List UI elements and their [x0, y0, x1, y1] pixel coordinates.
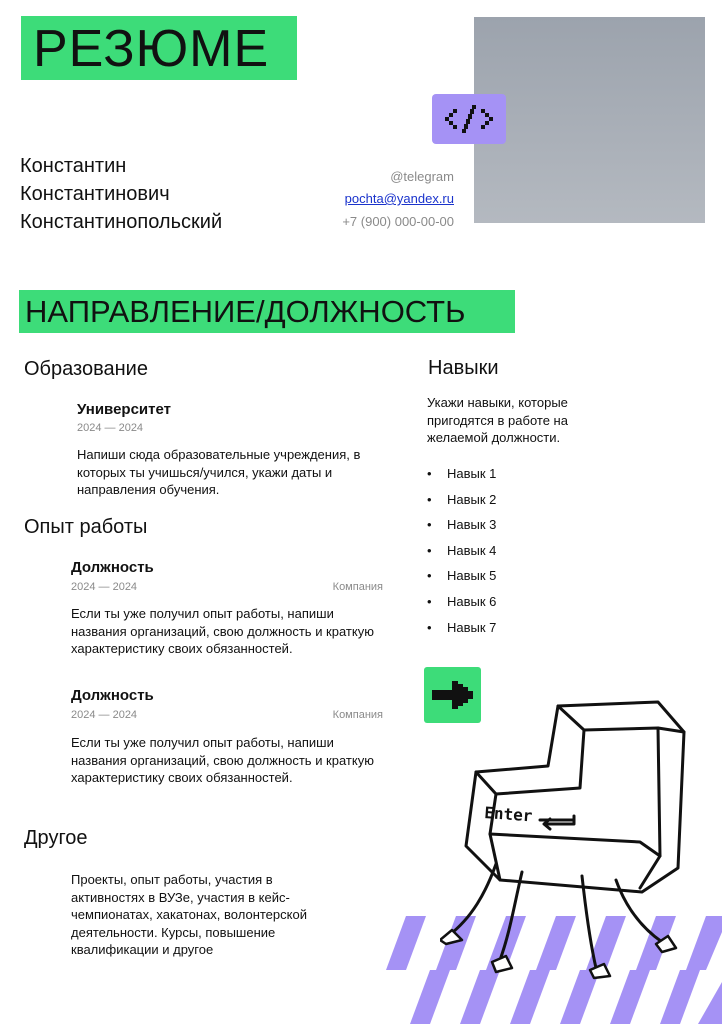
experience-company: Компания	[332, 709, 383, 721]
contact-telegram[interactable]: @telegram	[390, 169, 454, 184]
experience-description: Если ты уже получил опыт работы, напиши названия организаций, свою должность и краткую характеристику своих обязанностей.	[71, 606, 374, 656]
experience-title: Должность	[71, 687, 154, 704]
name-last: Константинопольский	[20, 211, 223, 233]
resume-title: РЕЗЮМЕ	[33, 20, 270, 78]
enter-key-label: Enter	[483, 803, 534, 826]
name-patronymic: Константинович	[20, 183, 170, 205]
photo-placeholder[interactable]	[474, 17, 705, 223]
other-heading: Другое	[24, 827, 88, 849]
skill-item: • Навык 1	[427, 461, 496, 487]
other-description: Проекты, опыт работы, участия в активностях в ВУЗе, участия в кейс-чемпионатах, хакатонах, волонтерской деятельности. Курсы, повышение квалификации и другое	[71, 872, 307, 957]
skills-intro: Укажи навыки, которые пригодятся в работе на желаемой должности.	[427, 395, 568, 445]
enter-key-illustration	[440, 692, 690, 982]
contact-phone[interactable]: +7 (900) 000-00-00	[342, 214, 454, 229]
skill-item: • Навык 4	[427, 538, 496, 564]
experience-heading: Опыт работы	[24, 516, 148, 538]
experience-dates: 2024 — 2024	[71, 581, 138, 593]
experience-dates: 2024 — 2024	[71, 709, 138, 721]
name-first: Константин	[20, 155, 127, 177]
position-title: НАПРАВЛЕНИЕ/ДОЛЖНОСТЬ	[25, 294, 466, 329]
skill-item: • Навык 7	[427, 615, 496, 641]
education-dates: 2024 — 2024	[77, 422, 144, 434]
skill-item: • Навык 6	[427, 589, 496, 615]
experience-company: Компания	[332, 581, 383, 593]
skill-item: • Навык 3	[427, 512, 496, 538]
education-heading: Образование	[24, 358, 148, 380]
skills-heading: Навыки	[428, 357, 499, 379]
experience-title: Должность	[71, 559, 154, 576]
skill-item: • Навык 5	[427, 563, 496, 589]
education-title: Университет	[77, 401, 171, 418]
education-description: Напиши сюда образовательные учреждения, в которых ты учишься/учился, укажи даты и направления обучения.	[77, 447, 361, 497]
contact-email[interactable]: pochta@yandex.ru	[344, 191, 454, 206]
experience-description: Если ты уже получил опыт работы, напиши названия организаций, свою должность и краткую характеристику своих обязанностей.	[71, 735, 374, 785]
skills-list	[427, 461, 496, 640]
code-brackets-icon	[432, 94, 506, 144]
skill-item: • Навык 2	[427, 487, 496, 513]
